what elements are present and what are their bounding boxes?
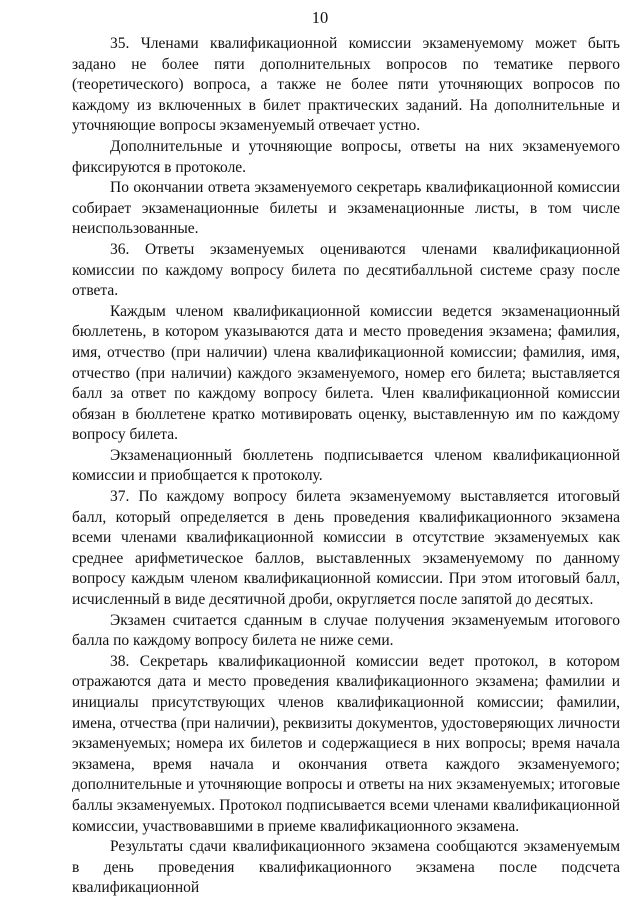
document-body [72, 34, 620, 899]
paragraph-38-protocol: 38. Секретарь квалификационной комиссии ведет протокол, в котором отражаются дата и место проведения квалификационного экзамена; фамилии и инициалы присутствующих членов квалификационной комиссии; фамилии, имена, отчества (при наличии), реквизиты документов, удостоверяющих личности экзаменуемых; номера их билетов и содержащиеся в них вопросы; время начала экзамена, время начала и окончания ответа каждого экзаменуемого; дополнительные и уточняющие вопросы и ответы на них экзаменуемых; итоговые баллы экзаменуемых. Протокол подписывается всеми членами квалификационной комиссии, участвовавшими в приеме квалификационного экзамена. [72, 652, 620, 835]
paragraph-bulletin-signing: Экзаменационный бюллетень подписывается членом квалификационной комиссии и приобщается к протоколу. [72, 446, 620, 485]
paragraph-pass-criteria: Экзамен считается сданным в случае получения экзаменуемым итогового балла по каждому вопросу билета не ниже семи. [72, 611, 620, 650]
paragraph-results-announcement: Результаты сдачи квалификационного экзамена сообщаются экзаменуемым в день проведения квалификационного экзамена после подсчета квалификационной [72, 838, 620, 897]
paragraph-36-scoring: 36. Ответы экзаменуемых оцениваются членами квалификационной комиссии по каждому вопросу билета по десятибалльной системе сразу после ответа. [72, 240, 620, 300]
paragraph-37-final-score: 37. По каждому вопросу билета экзаменуемому выставляется итоговый балл, который определяется в день проведения квалификационного экзамена всеми членами квалификационной комиссии в отсутствие экзаменуемых как среднее арифметическое баллов, выставленных экзаменуемому по данному вопросу каждым членом квалификационной комиссии. При этом итоговый балл, исчисленный в виде десятичной дроби, округляется после запятой до десятых. [72, 488, 620, 609]
page-number: 10 [311, 8, 329, 27]
paragraph-collecting-tickets: По окончании ответа экзаменуемого секретарь квалификационной комиссии собирает экзаменационные билеты и экзаменационные листы, в том числе неиспользованные. [72, 179, 620, 238]
paragraph-35-additional-questions: 35. Членами квалификационной комиссии экзаменуемому может быть задано не более пяти дополнительных вопросов по тематике первого (теоретического) вопроса, а также не более пяти уточняющих вопросов по каждому из включенных в билет практических заданий. На дополнительные и уточняющие вопросы экзаменуемый отвечает устно. [72, 35, 620, 135]
paragraph-exam-bulletin: Каждым членом квалификационной комиссии ведется экзаменационный бюллетень, в котором указываются дата и место проведения экзамена; фамилия, имя, отчество (при наличии) члена квалификационной комиссии; фамилия, имя, отчество (при наличии) каждого экзаменуемого, номер его билета; выставляется балл за ответ по каждому вопросу билета. Член квалификационной комиссии обязан в бюллетене кратко мотивировать оценку, выставленную им по каждому вопросу билета. [72, 302, 620, 444]
paragraph-protocol-recording: Дополнительные и уточняющие вопросы, ответы на них экзаменуемого фиксируются в протоколе. [72, 137, 620, 176]
